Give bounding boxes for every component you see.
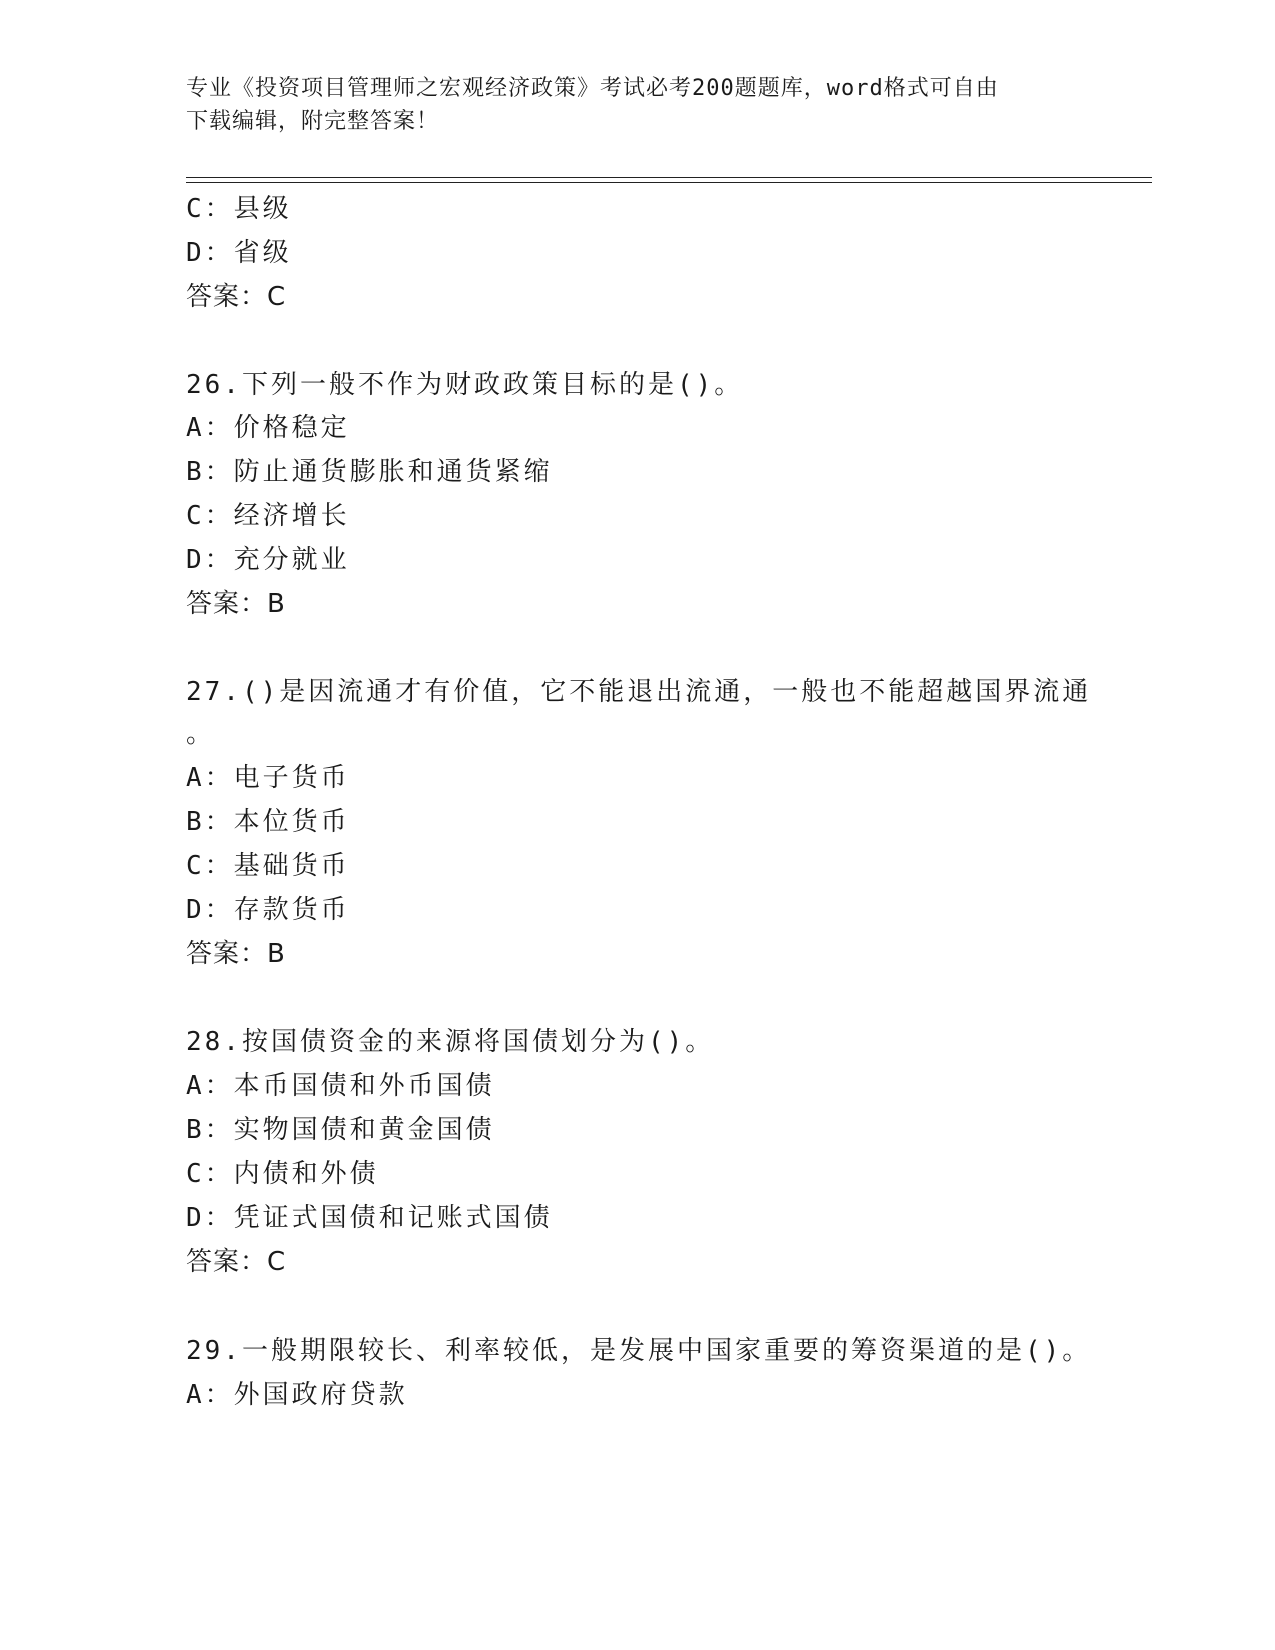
question-stem: 28.按国债资金的来源将国债划分为()。 [186,1027,715,1057]
option-a: A：本币国债和外币国债 [186,1071,495,1101]
question-stem-continuation: 。 [186,719,216,749]
document-header [186,72,1066,138]
option-a: A：电子货币 [186,763,350,793]
question-stem: 29.一般期限较长、利率较低，是发展中国家重要的筹资渠道的是()。 [186,1336,1092,1366]
answer-line: 答案：C [186,1247,287,1277]
question-stem: 26.下列一般不作为财政政策目标的是()。 [186,370,744,400]
option-b: B：本位货币 [186,807,350,837]
option-d: D：省级 [186,238,292,268]
option-a: A：价格稳定 [186,413,350,443]
option-a: A：外国政府贷款 [186,1380,408,1410]
question-stem: 27.()是因流通才有价值，它不能退出流通，一般也不能超越国界流通 [186,677,1092,707]
answer-line: 答案：B [186,589,286,619]
option-c: C：经济增长 [186,501,350,531]
option-c: C：内债和外债 [186,1159,379,1189]
header-line-2: 下载编辑，附完整答案！ [186,109,440,134]
answer-line: 答案：B [186,939,286,969]
header-rule-bottom [186,182,1152,183]
answer-line: 答案：C [186,282,287,312]
option-d: D：存款货币 [186,895,350,925]
option-d: D：凭证式国债和记账式国债 [186,1203,553,1233]
option-c: C：县级 [186,194,292,224]
option-b: B：实物国债和黄金国债 [186,1115,495,1145]
option-c: C：基础货币 [186,851,350,881]
header-line-1: 专业《投资项目管理师之宏观经济政策》考试必考200题题库，word格式可自由 [186,76,999,101]
header-rule-top [186,177,1152,178]
option-b: B：防止通货膨胀和通货紧缩 [186,457,553,487]
option-d: D：充分就业 [186,545,350,575]
